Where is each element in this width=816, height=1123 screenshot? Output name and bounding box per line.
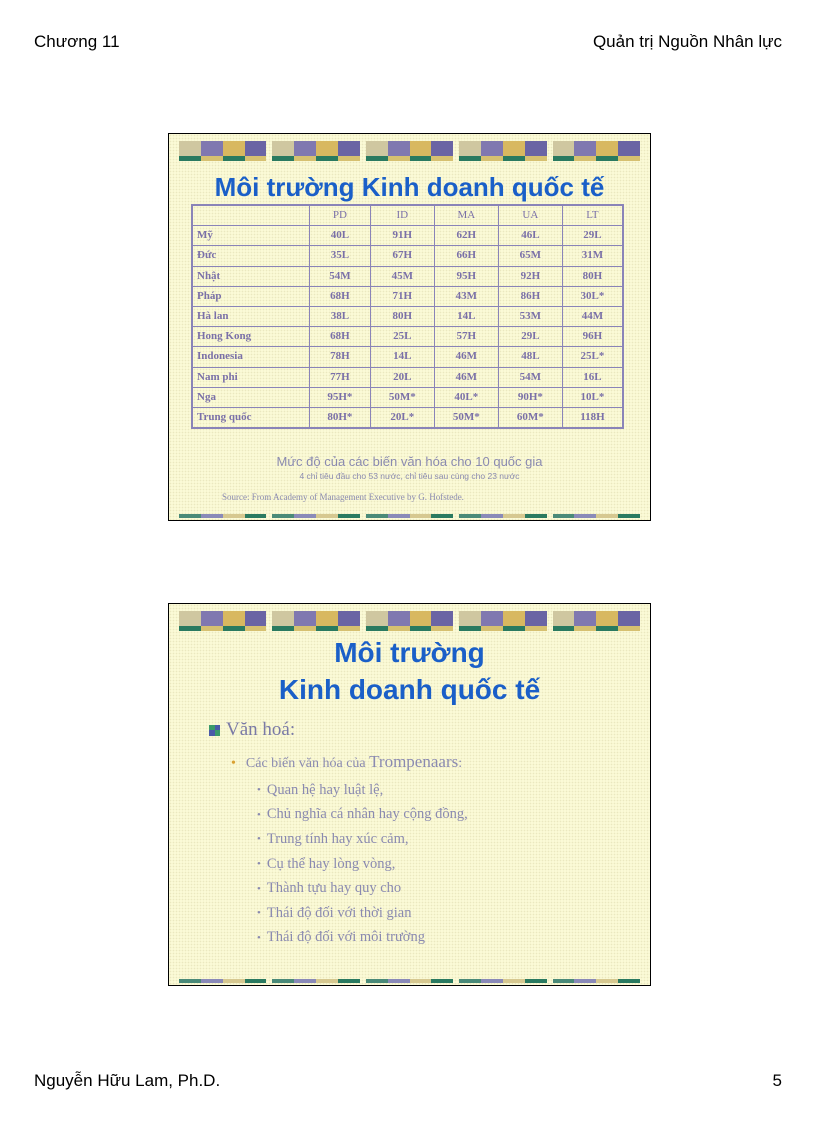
trompenaars-name: Trompenaars — [369, 752, 459, 771]
slide-2-bottom-decoration — [179, 979, 640, 983]
decoration-block — [179, 611, 266, 631]
value-cell: 71H — [370, 286, 434, 306]
table-header-cell: PD — [310, 205, 371, 226]
bullet-level-2-suffix: : — [458, 756, 463, 771]
dot-bullet-icon: • — [257, 907, 261, 920]
country-cell: Pháp — [192, 286, 310, 306]
value-cell: 95H — [434, 266, 498, 286]
value-cell: 68H — [310, 327, 371, 347]
value-cell: 60M* — [498, 407, 562, 428]
list-item-text: Chủ nghĩa cá nhân hay cộng đồng, — [266, 806, 468, 823]
value-cell: 90H* — [498, 387, 562, 407]
country-cell: Trung quốc — [192, 407, 310, 428]
decoration-block — [459, 611, 546, 631]
culture-table-wrap — [191, 204, 624, 429]
value-cell: 86H — [498, 286, 562, 306]
value-cell: 46M — [434, 347, 498, 367]
list-item — [257, 827, 468, 852]
value-cell: 54M — [498, 367, 562, 387]
slide-1 — [168, 133, 651, 521]
decoration-segment — [179, 979, 266, 983]
dot-bullet-icon: • — [257, 784, 261, 797]
list-item-text: Thái độ đối với thời gian — [266, 904, 412, 921]
value-cell: 31M — [562, 246, 623, 266]
dot-bullet-icon: • — [231, 756, 236, 771]
decoration-block — [459, 141, 546, 161]
trompenaars-variables-list — [257, 778, 468, 950]
decoration-block — [366, 141, 453, 161]
page-header-chapter: Chương 11 — [34, 32, 120, 51]
list-item — [257, 803, 468, 828]
value-cell: 48L — [498, 347, 562, 367]
decoration-segment — [459, 514, 546, 518]
decoration-segment — [553, 979, 640, 983]
country-cell: Đức — [192, 246, 310, 266]
value-cell: 80H — [370, 306, 434, 326]
slide-1-top-decoration — [179, 141, 640, 161]
list-item-text: Cụ thể hay lòng vòng, — [266, 855, 396, 872]
value-cell: 50M* — [434, 407, 498, 428]
page-header-subject: Quản trị Nguồn Nhân lực — [592, 32, 782, 51]
value-cell: 16L — [562, 367, 623, 387]
value-cell: 25L* — [562, 347, 623, 367]
decoration-segment — [179, 514, 266, 518]
value-cell: 67H — [370, 246, 434, 266]
page-footer-author: Nguyễn Hữu Lam, Ph.D. — [34, 1071, 221, 1090]
bullet-level-2 — [231, 752, 462, 772]
value-cell: 29L — [562, 226, 623, 246]
value-cell: 44M — [562, 306, 623, 326]
country-cell: Nhật — [192, 266, 310, 286]
table-header-cell: ID — [370, 205, 434, 226]
value-cell: 38L — [310, 306, 371, 326]
value-cell: 96H — [562, 327, 623, 347]
value-cell: 25L — [370, 327, 434, 347]
country-cell: Hà lan — [192, 306, 310, 326]
table-row — [192, 407, 623, 428]
value-cell: 50M* — [370, 387, 434, 407]
decoration-segment — [272, 514, 359, 518]
dot-bullet-icon: • — [257, 882, 261, 895]
table-row — [192, 367, 623, 387]
table-header-row — [192, 205, 623, 226]
slide-2-title-line-1: Môi trường — [334, 637, 485, 668]
dot-bullet-icon: • — [257, 833, 261, 846]
value-cell: 14L — [370, 347, 434, 367]
value-cell: 35L — [310, 246, 371, 266]
list-item-text: Thái độ đối với môi trường — [266, 929, 425, 946]
dot-bullet-icon: • — [257, 931, 261, 944]
table-row — [192, 246, 623, 266]
value-cell: 30L* — [562, 286, 623, 306]
country-cell: Indonesia — [192, 347, 310, 367]
table-row — [192, 327, 623, 347]
decoration-segment — [459, 979, 546, 983]
table-row — [192, 286, 623, 306]
value-cell: 57H — [434, 327, 498, 347]
value-cell: 53M — [498, 306, 562, 326]
value-cell: 66H — [434, 246, 498, 266]
decoration-block — [553, 141, 640, 161]
square-bullet-icon — [209, 725, 220, 736]
value-cell: 46M — [434, 367, 498, 387]
country-cell: Nam phi — [192, 367, 310, 387]
table-caption: Mức độ của các biến văn hóa cho 10 quốc gia — [276, 454, 543, 469]
value-cell: 46L — [498, 226, 562, 246]
source-note: Source: From Academy of Management Executive by G. Hofstede. — [222, 492, 464, 502]
value-cell: 45M — [370, 266, 434, 286]
slide-2-title-line-2: Kinh doanh quốc tế — [278, 674, 541, 705]
country-cell: Hong Kong — [192, 327, 310, 347]
list-item-text: Trung tính hay xúc cảm, — [266, 830, 409, 847]
value-cell: 68H — [310, 286, 371, 306]
decoration-segment — [366, 514, 453, 518]
value-cell: 10L* — [562, 387, 623, 407]
bullet-level-1 — [209, 719, 295, 741]
value-cell: 43M — [434, 286, 498, 306]
value-cell: 80H — [562, 266, 623, 286]
value-cell: 80H* — [310, 407, 371, 428]
value-cell: 20L — [370, 367, 434, 387]
table-header-cell: UA — [498, 205, 562, 226]
value-cell: 91H — [370, 226, 434, 246]
value-cell: 78H — [310, 347, 371, 367]
value-cell: 65M — [498, 246, 562, 266]
decoration-block — [272, 611, 359, 631]
value-cell: 29L — [498, 327, 562, 347]
table-row — [192, 306, 623, 326]
list-item — [257, 901, 468, 926]
table-row — [192, 387, 623, 407]
value-cell: 62H — [434, 226, 498, 246]
list-item-text: Quan hệ hay luật lệ, — [266, 781, 384, 798]
list-item-text: Thành tựu hay quy cho — [266, 880, 402, 897]
decoration-segment — [366, 979, 453, 983]
table-header-cell: MA — [434, 205, 498, 226]
slide-1-bottom-decoration — [179, 514, 640, 518]
value-cell: 118H — [562, 407, 623, 428]
value-cell: 92H — [498, 266, 562, 286]
dot-bullet-icon: • — [257, 858, 261, 871]
list-item — [257, 778, 468, 803]
list-item — [257, 876, 468, 901]
decoration-block — [179, 141, 266, 161]
decoration-segment — [272, 979, 359, 983]
list-item — [257, 852, 468, 877]
value-cell: 40L* — [434, 387, 498, 407]
table-caption-note: 4 chỉ tiêu đầu cho 53 nước, chỉ tiêu sau cùng cho 23 nước — [299, 471, 520, 481]
slide-2-title — [169, 634, 650, 708]
slide-2-top-decoration — [179, 611, 640, 631]
country-cell: Nga — [192, 387, 310, 407]
page-number: 5 — [772, 1071, 782, 1090]
value-cell: 77H — [310, 367, 371, 387]
culture-variables-table — [191, 204, 624, 429]
value-cell: 20L* — [370, 407, 434, 428]
bullet-level-2-prefix: Các biến văn hóa của — [245, 756, 370, 771]
table-header-cell: LT — [562, 205, 623, 226]
table-row — [192, 226, 623, 246]
slide-1-title: Môi trường Kinh doanh quốc tế — [214, 172, 605, 202]
dot-bullet-icon: • — [257, 808, 261, 821]
slide-2 — [168, 603, 651, 986]
bullet-level-2-text — [246, 752, 462, 772]
list-item — [257, 926, 468, 951]
bullet-level-1-text: Văn hoá: — [226, 719, 296, 740]
decoration-block — [366, 611, 453, 631]
value-cell: 40L — [310, 226, 371, 246]
value-cell: 14L — [434, 306, 498, 326]
table-row — [192, 266, 623, 286]
table-header-cell — [192, 205, 310, 226]
country-cell: Mỹ — [192, 226, 310, 246]
value-cell: 54M — [310, 266, 371, 286]
decoration-block — [553, 611, 640, 631]
decoration-block — [272, 141, 359, 161]
table-row — [192, 347, 623, 367]
table-body — [192, 226, 623, 428]
value-cell: 95H* — [310, 387, 371, 407]
decoration-segment — [553, 514, 640, 518]
